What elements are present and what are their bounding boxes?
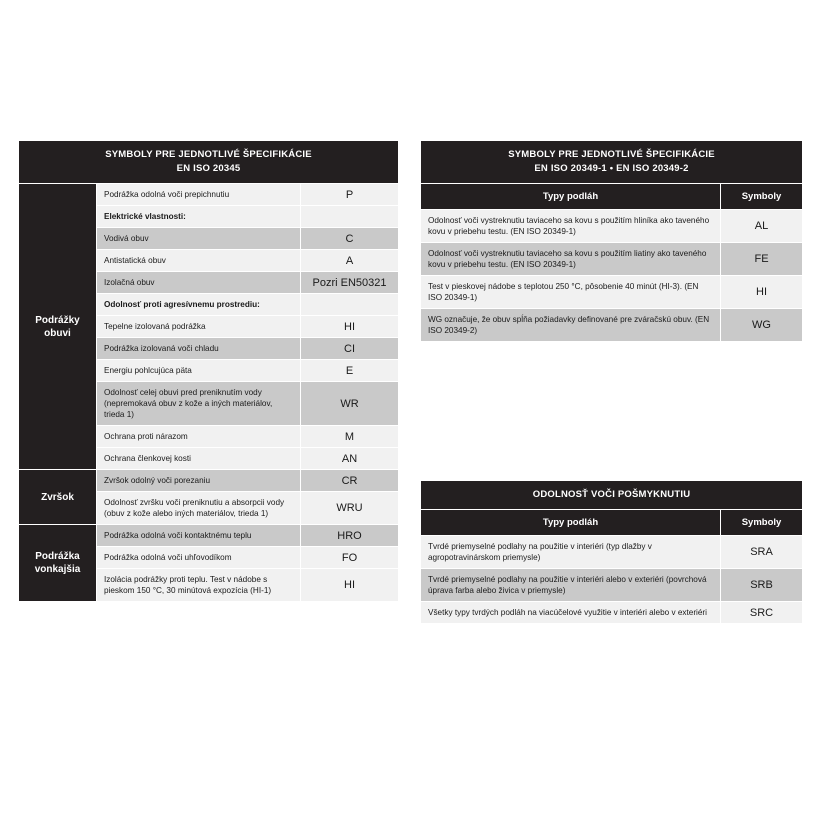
row-description: Izolačná obuv: [97, 272, 301, 294]
row-description: Odolnosť celej obuvi pred preniknutím vody (nepremokavá obuv z kože a iných materiálov, trieda 1): [97, 382, 301, 426]
table-row: [19, 525, 399, 547]
category-outsole: [19, 525, 97, 602]
column-header-floor-types: Typy podláh: [421, 184, 721, 210]
table-header-row: [421, 141, 803, 184]
table-row: [421, 536, 803, 569]
row-symbol: CR: [301, 470, 399, 492]
row-symbol: HI: [301, 316, 399, 338]
row-description: Podrážka odolná voči kontaktnému teplu: [97, 525, 301, 547]
row-description: Tvrdé priemyselné podlahy na použitie v interiéri (typ dlažby v agropotravinárskom priemysle): [421, 536, 721, 569]
row-symbol: FO: [301, 547, 399, 569]
left-table-header-line2: EN ISO 20345: [176, 163, 241, 174]
en-iso-20345-table: [18, 140, 399, 602]
row-description: Izolácia podrážky proti teplu. Test v nádobe s pieskom 150 °C, 30 minútová expozícia (HI-1): [97, 569, 301, 602]
table-row: [421, 309, 803, 342]
table-row: [421, 569, 803, 602]
row-symbol: SRB: [721, 569, 803, 602]
row-description: Podrážka odolná voči uhľovodíkom: [97, 547, 301, 569]
table-column-header-row: [421, 510, 803, 536]
table-row: [421, 243, 803, 276]
table-header-row: [421, 481, 803, 510]
right-top-specification-table: [420, 140, 802, 342]
row-description: Odolnosť voči vystreknutiu taviaceho sa kovu s použitím liatiny ako taveného kovu v priebehu testu. (EN ISO 20349-1): [421, 243, 721, 276]
row-description: WG označuje, že obuv spĺňa požiadavky definované pre zváračskú obuv. (EN ISO 20349-2): [421, 309, 721, 342]
row-description: Elektrické vlastnosti:: [97, 206, 301, 228]
row-description: Odolnosť voči vystreknutiu taviaceho sa kovu s použitím hliníka ako taveného kovu v priebehu testu. (EN ISO 20349-1): [421, 210, 721, 243]
right-top-header-line1: SYMBOLY PRE JEDNOTLIVÉ ŠPECIFIKÁCIE: [508, 149, 715, 160]
row-description: Tepelne izolovaná podrážka: [97, 316, 301, 338]
row-symbol: WR: [301, 382, 399, 426]
row-symbol: E: [301, 360, 399, 382]
category-outsole-label: Podrážka vonkajšia: [34, 551, 81, 575]
row-symbol: [301, 206, 399, 228]
row-description: Ochrana proti nárazom: [97, 426, 301, 448]
row-symbol: FE: [721, 243, 803, 276]
table-row: [421, 210, 803, 243]
en-iso-20349-table: [420, 140, 803, 342]
row-description: Ochrana členkovej kosti: [97, 448, 301, 470]
category-footwear-label: Podrážky obuvi: [35, 314, 80, 339]
table-row: [421, 276, 803, 309]
row-description: Podrážka odolná voči prepichnutiu: [97, 184, 301, 206]
table-row: [19, 184, 399, 206]
row-symbol: CI: [301, 338, 399, 360]
row-description: Podrážka izolovaná voči chladu: [97, 338, 301, 360]
row-symbol: M: [301, 426, 399, 448]
right-top-table-header: [421, 141, 803, 184]
row-description: Test v pieskovej nádobe s teplotou 250 °C, pôsobenie 40 minút (HI-3). (EN ISO 20349-1): [421, 276, 721, 309]
row-symbol: AN: [301, 448, 399, 470]
row-symbol: SRC: [721, 602, 803, 624]
row-symbol: P: [301, 184, 399, 206]
column-header-symbols: Symboly: [721, 510, 803, 536]
category-upper-label: Zvršok: [41, 491, 74, 503]
row-description: Všetky typy tvrdých podláh na viacúčelové využitie v interiéri alebo v exteriéri: [421, 602, 721, 624]
right-top-header-line2: EN ISO 20349-1 • EN ISO 20349-2: [534, 163, 689, 174]
category-footwear: [19, 184, 97, 470]
row-symbol: A: [301, 250, 399, 272]
row-symbol: AL: [721, 210, 803, 243]
row-symbol: Pozri EN50321: [301, 272, 399, 294]
row-symbol: HI: [301, 569, 399, 602]
row-description: Antistatická obuv: [97, 250, 301, 272]
column-header-floor-types: Typy podláh: [421, 510, 721, 536]
left-table-header: [19, 141, 399, 184]
row-description: Odolnosť zvršku voči preniknutiu a absorpcii vody (obuv z kože alebo iných materiálov, trieda 1): [97, 492, 301, 525]
column-header-symbols: Symboly: [721, 184, 803, 210]
table-row: [421, 602, 803, 624]
category-upper: [19, 470, 97, 525]
row-symbol: [301, 294, 399, 316]
row-symbol: HRO: [301, 525, 399, 547]
row-description: Tvrdé priemyselné podlahy na použitie v interiéri alebo v exteriéri (povrchová úprava farba alebo živica v priemysle): [421, 569, 721, 602]
table-column-header-row: [421, 184, 803, 210]
right-bottom-table-header: ODOLNOSŤ VOČI POŠMYKNUTIU: [421, 481, 803, 510]
odolnost-voci-posmyknutiu-table: [420, 480, 803, 624]
table-header-row: [19, 141, 399, 184]
row-description: Odolnosť proti agresívnemu prostrediu:: [97, 294, 301, 316]
row-description: Vodivá obuv: [97, 228, 301, 250]
row-symbol: C: [301, 228, 399, 250]
left-specification-table: [18, 140, 398, 602]
left-table-header-line1: SYMBOLY PRE JEDNOTLIVÉ ŠPECIFIKÁCIE: [105, 149, 312, 160]
slip-resistance-table: [420, 480, 802, 624]
table-row: [19, 470, 399, 492]
row-description: Zvršok odolný voči porezaniu: [97, 470, 301, 492]
row-symbol: HI: [721, 276, 803, 309]
row-symbol: WG: [721, 309, 803, 342]
row-description: Energiu pohlcujúca päta: [97, 360, 301, 382]
row-symbol: WRU: [301, 492, 399, 525]
row-symbol: SRA: [721, 536, 803, 569]
